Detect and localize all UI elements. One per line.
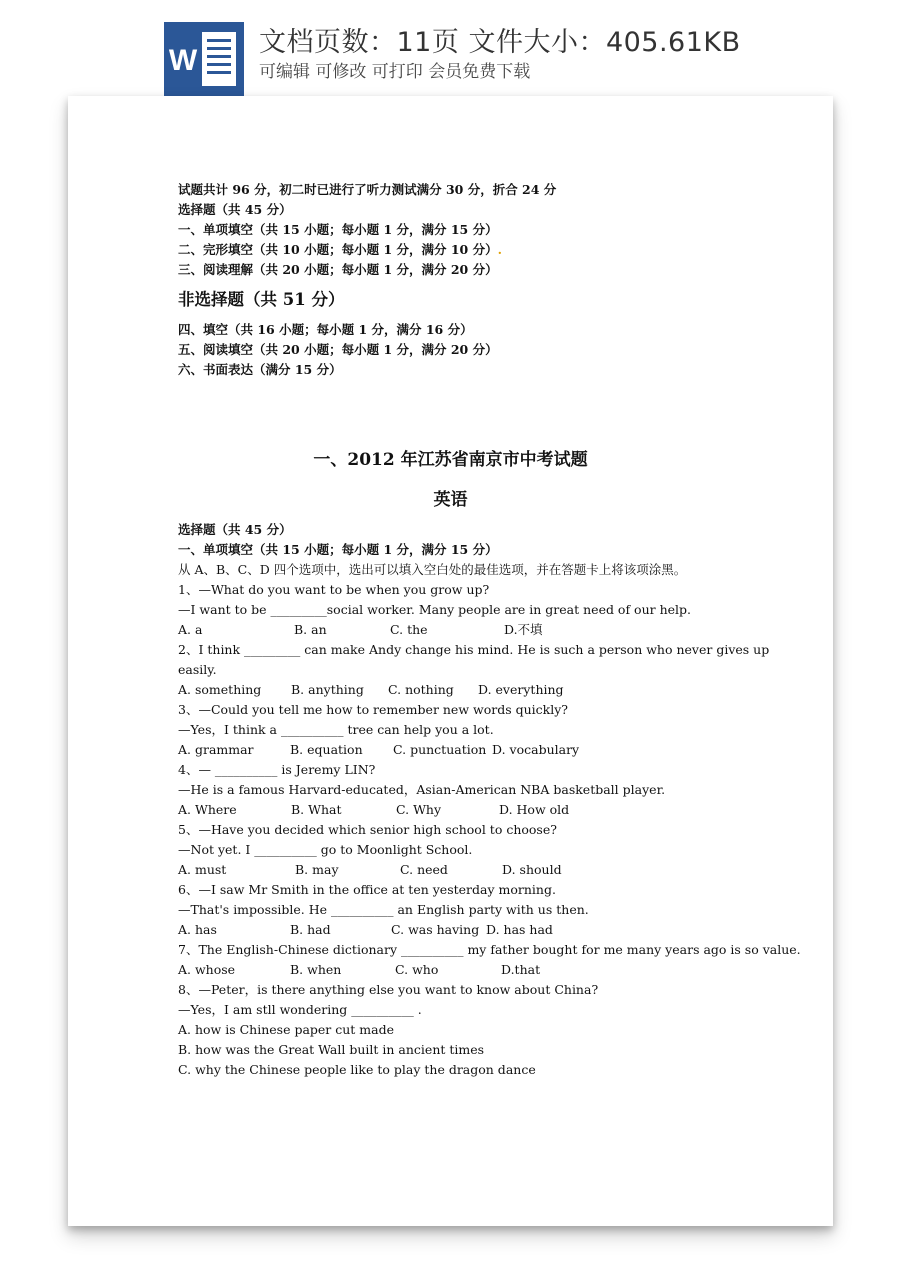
option-c: C. who — [395, 962, 439, 977]
option-b: B. What — [291, 802, 342, 817]
question-4-prompt: 4、— __________ is Jeremy LIN? — [178, 762, 376, 777]
option-a: A. grammar — [178, 742, 254, 757]
option-d: D.that — [501, 962, 541, 977]
option-c: C. was having — [391, 922, 480, 937]
question-8-option-c: C. why the Chinese people like to play the dragon dance — [178, 1062, 536, 1077]
question-5-options — [178, 862, 562, 878]
document-stats-title: 文档页数：11页 文件大小：405.61KB — [259, 27, 741, 58]
word-document-icon — [164, 22, 244, 96]
exam-title: 一、2012 年江苏省南京市中考试题 — [313, 450, 588, 470]
option-a: A. Where — [178, 802, 237, 817]
question-1-prompt: 1、—What do you want to be when you grow up? — [178, 582, 490, 597]
option-b: B. when — [290, 962, 342, 977]
question-8-option-a: A. how is Chinese paper cut made — [178, 1022, 395, 1037]
option-c: C. the — [390, 622, 428, 637]
question-3-prompt: 3、—Could you tell me how to remember new words quickly? — [178, 702, 568, 717]
summary-part2: 二、完形填空（共 10 小题；每小题 1 分，满分 10 分）. — [178, 242, 502, 257]
question-2-prompt: 2、I think _________ can make Andy change his mind. He is such a person who never gives up — [178, 642, 770, 657]
question-6-prompt: 6、—I saw Mr Smith in the office at ten yesterday morning. — [178, 882, 556, 897]
question-5-prompt: 5、—Have you decided which senior high school to choose? — [178, 822, 557, 837]
question-3-options — [178, 742, 579, 758]
summary-part5: 五、阅读填空（共 20 小题；每小题 1 分，满分 20 分） — [178, 342, 498, 357]
question-8-response: —Yes，I am stll wondering __________ . — [178, 1002, 422, 1017]
question-2-continuation: easily. — [178, 662, 217, 677]
question-8-prompt: 8、—Peter，is there anything else you want to know about China? — [178, 982, 599, 997]
question-3-response: —Yes，I think a __________ tree can help you a lot. — [178, 722, 494, 737]
summary-part6: 六、书面表达（满分 15 分） — [178, 362, 342, 377]
question-8-option-b: B. how was the Great Wall built in ancient times — [178, 1042, 485, 1057]
exam-section1-heading: 一、单项填空（共 15 小题；每小题 1 分，满分 15 分） — [178, 542, 498, 557]
option-a: A. must — [178, 862, 227, 877]
stray-dot: . — [497, 242, 502, 257]
option-b: B. may — [295, 862, 339, 877]
option-d: D. How old — [499, 802, 570, 817]
svg-text:W: W — [168, 44, 198, 77]
option-c: C. Why — [396, 802, 442, 817]
option-d: D. everything — [478, 682, 564, 697]
option-d: D.不填 — [504, 622, 543, 637]
summary-nonchoice-heading: 非选择题（共 51 分） — [178, 290, 345, 309]
question-4-response: —He is a famous Harvard-educated，Asian-American NBA basketball player. — [178, 782, 666, 797]
option-d: D. has had — [486, 922, 553, 937]
option-c: C. punctuation — [393, 742, 487, 757]
exam-subject: 英语 — [433, 490, 468, 510]
summary-part1: 一、单项填空（共 15 小题；每小题 1 分，满分 15 分） — [178, 222, 498, 237]
option-c: C. nothing — [388, 682, 454, 697]
option-a: A. has — [178, 922, 217, 937]
document-info-header — [0, 0, 900, 96]
option-d: D. vocabulary — [492, 742, 580, 757]
question-7-options — [178, 962, 540, 978]
option-a: A. whose — [178, 962, 236, 977]
option-b: B. an — [294, 622, 327, 637]
question-4-options — [178, 802, 569, 818]
option-b: B. had — [290, 922, 331, 937]
option-a: A. a — [178, 622, 203, 637]
question-2-options — [178, 682, 564, 698]
question-1-options — [178, 622, 543, 638]
exam-instruction: 从 A、B、C、D 四个选项中，选出可以填入空白处的最佳选项，并在答题卡上将该项涂黑。 — [178, 562, 687, 577]
summary-choice-heading: 选择题（共 45 分） — [178, 202, 292, 217]
question-5-response: —Not yet. I __________ go to Moonlight School. — [178, 842, 473, 857]
document-features-subtitle: 可编辑 可修改 可打印 会员免费下载 — [259, 62, 531, 82]
option-b: B. anything — [291, 682, 364, 697]
exam-choice-heading: 选择题（共 45 分） — [178, 522, 292, 537]
question-6-response: —That's impossible. He __________ an English party with us then. — [178, 902, 589, 917]
summary-part4: 四、填空（共 16 小题；每小题 1 分，满分 16 分） — [178, 322, 473, 337]
summary-part3: 三、阅读理解（共 20 小题；每小题 1 分，满分 20 分） — [178, 262, 498, 277]
question-1-response: —I want to be _________social worker. Many people are in great need of our help. — [178, 602, 692, 617]
option-a: A. something — [178, 682, 262, 697]
document-page — [68, 96, 833, 1226]
question-7-prompt: 7、The English-Chinese dictionary __________ my father bought for me many years ago is so value. — [178, 942, 801, 957]
option-d: D. should — [502, 862, 562, 877]
option-c: C. need — [400, 862, 448, 877]
option-b: B. equation — [290, 742, 363, 757]
question-6-options — [178, 922, 553, 938]
summary-total: 试题共计 96 分，初二时已进行了听力测试满分 30 分，折合 24 分 — [178, 182, 557, 197]
